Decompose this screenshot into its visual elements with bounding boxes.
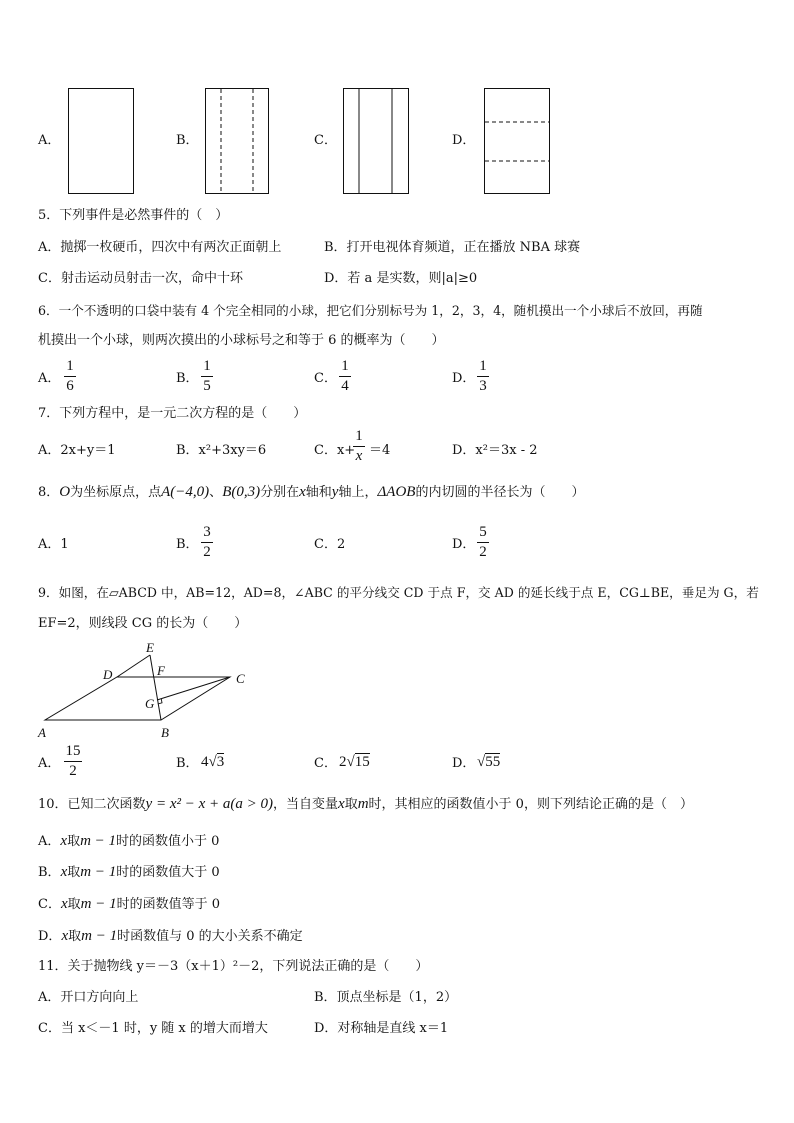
q11-option-b: B．顶点坐标是（1，2）	[314, 990, 458, 1005]
q7-option-c-fraction: 1 x	[353, 428, 365, 465]
q7-option-b: B．x²+3xy＝6	[176, 443, 267, 458]
q10-stem: 10．已知二次函数y = x² − x + a(a > 0)，当自变量x取m时，其相应的函数值小于 0，则下列结论正确的是（ ）	[38, 796, 693, 812]
q10-option-a: A．x取m − 1时的函数值小于 0	[38, 833, 220, 849]
q8-option-b-label: B．	[176, 537, 199, 552]
q8-option-a: A．1	[38, 537, 69, 552]
q10-option-b: B．x取m − 1时的函数值大于 0	[38, 864, 220, 880]
q6-option-c-fraction: 1 4	[339, 358, 351, 395]
q5-option-b: B．打开电视体育频道，正在播放 NBA 球赛	[324, 240, 581, 255]
point-label-f: F	[157, 663, 165, 678]
q10-option-c: C．x取m − 1时的函数值等于 0	[38, 896, 221, 912]
point-label-b: B	[161, 725, 169, 740]
q7-stem: 7．下列方程中，是一元二次方程的是（ ）	[38, 406, 307, 421]
q7-option-d: D．x²＝3x - 2	[452, 443, 538, 458]
q6-option-a-fraction: 1 6	[64, 358, 76, 395]
q6-option-a-label: A．	[38, 371, 61, 386]
q9-option-a-fraction: 15 2	[65, 743, 81, 779]
q8-option-d-fraction: 5 2	[477, 524, 489, 561]
q4-option-c-label: C．	[314, 133, 337, 148]
q8-stem: 8．O为坐标原点，点A(−4,0)、B(0,3)分别在x轴和y轴上，ΔAOB的内切圆的半径长为（ ）	[38, 484, 585, 500]
q6-option-b-fraction: 1 5	[201, 358, 213, 395]
q4-option-a-label: A．	[38, 133, 61, 148]
q5-stem: 5．下列事件是必然事件的（ ）	[38, 208, 229, 223]
line-de	[117, 655, 150, 677]
q9-option-c-label: C．	[314, 756, 337, 771]
q7-option-c-prefix: C．x+	[314, 443, 356, 458]
q9-option-b-label: B．	[176, 756, 199, 771]
q9-option-d-value: √55	[477, 754, 501, 770]
q6-stem-line2: 机摸出一个小球，则两次摸出的小球标号之和等于 6 的概率为（ ）	[38, 333, 445, 348]
point-label-a: A	[38, 725, 46, 740]
q11-stem: 11．关于抛物线 y＝－3（x＋1）²－2，下列说法正确的是（ ）	[38, 959, 429, 974]
point-label-e: E	[146, 640, 154, 655]
q6-option-d-label: D．	[452, 371, 476, 386]
radical-sign-icon: √	[346, 754, 355, 770]
q9-option-d-label: D．	[452, 756, 476, 771]
point-label-d: D	[103, 667, 113, 682]
q5-option-c: C．射击运动员射击一次，命中十环	[38, 271, 243, 286]
point-label-c: C	[236, 671, 245, 686]
radical-sign-icon: √	[477, 754, 486, 770]
q6-stem-line1: 6．一个不透明的口袋中装有 4 个完全相同的小球，把它们分别标号为 1，2，3，4，随机摸出一个小球后不放回，再随	[38, 303, 703, 318]
q7-option-a: A．2x+y＝1	[38, 443, 116, 458]
parallelogram-abcd	[45, 677, 230, 720]
q5-option-d: D．若 a 是实数，则|a|≥0	[324, 271, 478, 286]
q6-option-b-label: B．	[176, 371, 199, 386]
q6-option-c-label: C．	[314, 371, 337, 386]
q8-option-b-fraction: 3 2	[201, 524, 213, 561]
q11-option-c: C．当 x＜－1 时，y 随 x 的增大而增大	[38, 1021, 268, 1036]
q9-stem-line2: EF=2，则线段 CG 的长为（ ）	[38, 616, 248, 631]
q6-option-d-fraction: 1 3	[477, 358, 489, 395]
q7-option-c-suffix: ＝4	[369, 443, 391, 458]
q4-option-d-label: D．	[452, 133, 476, 148]
line-cg	[157, 677, 230, 700]
q10-option-d: D．x取m − 1时函数值与 0 的大小关系不确定	[38, 928, 303, 944]
point-label-g: G	[145, 696, 155, 711]
q11-option-d: D．对称轴是直线 x＝1	[314, 1021, 449, 1036]
q5-option-a: A．抛掷一枚硬币，四次中有两次正面朝上	[38, 240, 282, 255]
q9-option-c-value: 2√15	[339, 754, 370, 770]
q8-option-c: C．2	[314, 537, 346, 552]
q9-option-b-value: 4√3	[201, 754, 225, 770]
q11-option-a: A．开口方向向上	[38, 990, 139, 1005]
q4-option-b-label: B．	[176, 133, 199, 148]
radical-sign-icon: √	[208, 754, 217, 770]
q9-stem-line1: 9．如图，在▱ABCD 中，AB=12，AD=8，∠ABC 的平分线交 CD 于点 F，交 AD 的延长线于点 E，CG⊥BE，垂足为 G，若	[38, 585, 759, 600]
q8-option-d-label: D．	[452, 537, 476, 552]
q9-option-a-label: A．	[38, 756, 61, 771]
